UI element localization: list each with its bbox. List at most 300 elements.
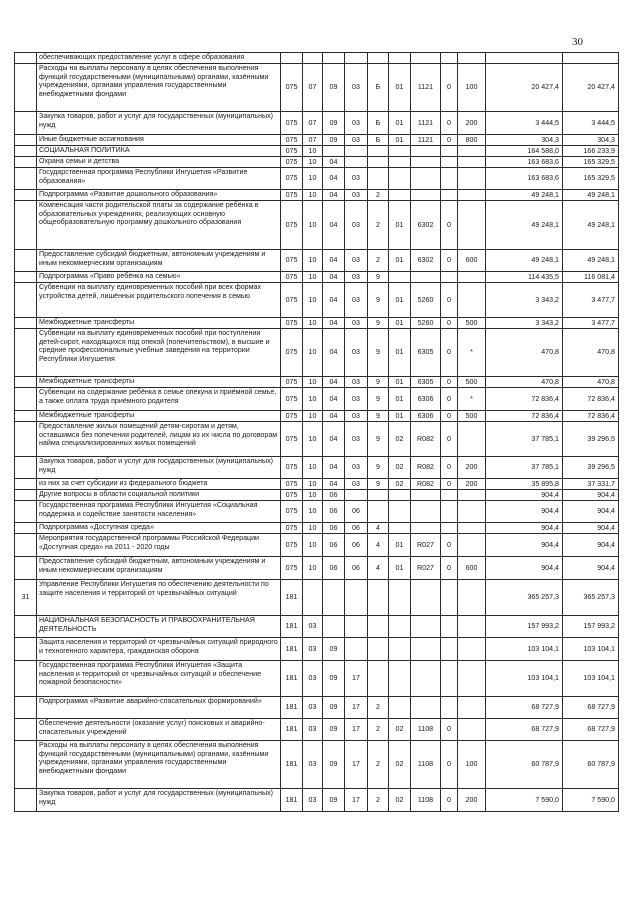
- page-number: 30: [572, 36, 583, 48]
- code-cell: 06: [323, 523, 345, 534]
- amount-cell-year1: 904,4: [486, 490, 563, 501]
- code-cell: 10: [303, 168, 323, 190]
- amount-cell-year2: 49 248,1: [563, 201, 619, 250]
- code-cell: 9: [368, 411, 389, 422]
- code-cell: 075: [281, 112, 303, 135]
- code-cell: [345, 616, 368, 638]
- code-cell: 04: [323, 318, 345, 329]
- code-cell: 9: [368, 318, 389, 329]
- row-number-cell: [15, 534, 37, 557]
- code-cell: 2: [368, 719, 389, 741]
- code-cell: 6306: [411, 411, 441, 422]
- amount-cell-year1: 60 787,9: [486, 741, 563, 789]
- row-number-cell: [15, 329, 37, 377]
- code-cell: 02: [389, 479, 411, 490]
- amount-cell-year2: 49 248,1: [563, 190, 619, 201]
- code-cell: [345, 580, 368, 616]
- code-cell: 01: [389, 388, 411, 411]
- code-cell: [411, 661, 441, 697]
- table-row: [15, 146, 619, 157]
- amount-cell-year2: 3 477,7: [563, 318, 619, 329]
- item-name-cell: Управление Республики Ингушетия по обеспечению деятельности по защите населения и территорий от чрезвычайных ситуаций: [37, 580, 281, 616]
- code-cell: 10: [303, 318, 323, 329]
- table-row: [15, 661, 619, 697]
- code-cell: 03: [303, 661, 323, 697]
- code-cell: [458, 146, 486, 157]
- code-cell: 01: [389, 64, 411, 112]
- code-cell: 0: [441, 250, 458, 272]
- code-cell: 500: [458, 318, 486, 329]
- code-cell: [368, 168, 389, 190]
- row-number-cell: [15, 490, 37, 501]
- item-name-cell: Субвенции на выплату единовременных пособий при всех формах устройства детей, лишённых родительского попечения в семью: [37, 283, 281, 318]
- code-cell: 10: [303, 557, 323, 580]
- code-cell: 01: [389, 318, 411, 329]
- row-number-cell: [15, 422, 37, 457]
- row-number-cell: [15, 283, 37, 318]
- amount-cell-year2: 39 296,5: [563, 457, 619, 479]
- code-cell: 01: [389, 283, 411, 318]
- item-name-cell: Межбюджетные трансферты: [37, 411, 281, 422]
- amount-cell-year1: 37 785,1: [486, 422, 563, 457]
- code-cell: [411, 490, 441, 501]
- table-row: [15, 377, 619, 388]
- table-row: [15, 501, 619, 523]
- code-cell: 181: [281, 719, 303, 741]
- code-cell: 1121: [411, 135, 441, 146]
- code-cell: 04: [323, 157, 345, 168]
- amount-cell-year1: 49 248,1: [486, 201, 563, 250]
- code-cell: [389, 580, 411, 616]
- code-cell: 03: [303, 697, 323, 719]
- code-cell: 600: [458, 557, 486, 580]
- amount-cell-year2: 165 329,5: [563, 157, 619, 168]
- amount-cell-year2: 116 081,4: [563, 272, 619, 283]
- amount-cell-year1: 37 785,1: [486, 457, 563, 479]
- row-number-cell: [15, 557, 37, 580]
- amount-cell-year2: 103 104,1: [563, 661, 619, 697]
- code-cell: 181: [281, 638, 303, 661]
- code-cell: 0: [441, 283, 458, 318]
- code-cell: 0: [441, 422, 458, 457]
- code-cell: [368, 490, 389, 501]
- amount-cell-year2: 470,8: [563, 329, 619, 377]
- code-cell: 01: [389, 135, 411, 146]
- code-cell: 04: [323, 457, 345, 479]
- code-cell: 1121: [411, 64, 441, 112]
- code-cell: R027: [411, 557, 441, 580]
- code-cell: 02: [389, 719, 411, 741]
- code-cell: 10: [303, 201, 323, 250]
- code-cell: [389, 661, 411, 697]
- code-cell: [441, 616, 458, 638]
- code-cell: 09: [323, 719, 345, 741]
- code-cell: [303, 580, 323, 616]
- code-cell: [411, 523, 441, 534]
- amount-cell-year2: 103 104,1: [563, 638, 619, 661]
- code-cell: 075: [281, 534, 303, 557]
- code-cell: 03: [303, 789, 323, 812]
- amount-cell-year2: 470,8: [563, 377, 619, 388]
- amount-cell-year1: 904,4: [486, 557, 563, 580]
- code-cell: [458, 272, 486, 283]
- code-cell: 10: [303, 283, 323, 318]
- code-cell: 200: [458, 789, 486, 812]
- code-cell: Б: [368, 112, 389, 135]
- table-row: [15, 388, 619, 411]
- code-cell: [368, 661, 389, 697]
- code-cell: 10: [303, 523, 323, 534]
- code-cell: 0: [441, 719, 458, 741]
- code-cell: *: [458, 329, 486, 377]
- code-cell: [458, 523, 486, 534]
- code-cell: 02: [389, 789, 411, 812]
- code-cell: 9: [368, 457, 389, 479]
- code-cell: [345, 157, 368, 168]
- amount-cell-year2: 72 836,4: [563, 388, 619, 411]
- amount-cell-year2: 304,3: [563, 135, 619, 146]
- code-cell: 10: [303, 490, 323, 501]
- code-cell: 2: [368, 250, 389, 272]
- code-cell: 03: [345, 479, 368, 490]
- code-cell: 10: [303, 250, 323, 272]
- code-cell: [441, 168, 458, 190]
- item-name-cell: Подпрограмма «Развитие аварийно-спасательных формирований»: [37, 697, 281, 719]
- amount-cell-year1: 3 343,2: [486, 283, 563, 318]
- code-cell: [441, 53, 458, 64]
- item-name-cell: Защита населения и территорий от чрезвычайных ситуаций природного и техногенного характера, гражданская оборона: [37, 638, 281, 661]
- code-cell: R082: [411, 457, 441, 479]
- code-cell: [389, 616, 411, 638]
- code-cell: 01: [389, 112, 411, 135]
- code-cell: [411, 580, 441, 616]
- table-row: [15, 64, 619, 112]
- code-cell: [323, 580, 345, 616]
- code-cell: 03: [345, 135, 368, 146]
- row-number-cell: [15, 377, 37, 388]
- code-cell: 0: [441, 377, 458, 388]
- row-number-cell: [15, 697, 37, 719]
- code-cell: 09: [323, 135, 345, 146]
- code-cell: 10: [303, 534, 323, 557]
- code-cell: 5260: [411, 283, 441, 318]
- code-cell: 10: [303, 388, 323, 411]
- row-number-cell: [15, 201, 37, 250]
- code-cell: 04: [323, 283, 345, 318]
- row-number-cell: [15, 64, 37, 112]
- code-cell: 03: [345, 377, 368, 388]
- code-cell: Б: [368, 64, 389, 112]
- row-number-cell: [15, 616, 37, 638]
- code-cell: [368, 53, 389, 64]
- code-cell: 181: [281, 661, 303, 697]
- table-row: [15, 283, 619, 318]
- code-cell: 6306: [411, 388, 441, 411]
- code-cell: [323, 53, 345, 64]
- code-cell: [458, 490, 486, 501]
- code-cell: 0: [441, 318, 458, 329]
- code-cell: 17: [345, 697, 368, 719]
- code-cell: 03: [345, 411, 368, 422]
- row-number-cell: [15, 457, 37, 479]
- code-cell: 04: [323, 190, 345, 201]
- code-cell: 2: [368, 201, 389, 250]
- code-cell: 10: [303, 422, 323, 457]
- code-cell: [389, 697, 411, 719]
- code-cell: [411, 638, 441, 661]
- amount-cell-year2: 365 257,3: [563, 580, 619, 616]
- code-cell: [368, 157, 389, 168]
- table-row: [15, 741, 619, 789]
- code-cell: 03: [345, 388, 368, 411]
- code-cell: [411, 616, 441, 638]
- row-number-cell: [15, 157, 37, 168]
- amount-cell-year1: 68 727,9: [486, 697, 563, 719]
- code-cell: 0: [441, 479, 458, 490]
- code-cell: [458, 697, 486, 719]
- amount-cell-year1: 7 590,0: [486, 789, 563, 812]
- code-cell: 200: [458, 457, 486, 479]
- amount-cell-year2: 904,4: [563, 523, 619, 534]
- amount-cell-year2: 49 248,1: [563, 250, 619, 272]
- row-number-cell: [15, 388, 37, 411]
- amount-cell-year1: 163 683,6: [486, 168, 563, 190]
- code-cell: [441, 157, 458, 168]
- code-cell: 0: [441, 112, 458, 135]
- code-cell: [389, 53, 411, 64]
- table-row: [15, 697, 619, 719]
- code-cell: 500: [458, 411, 486, 422]
- code-cell: 02: [389, 422, 411, 457]
- table-row: [15, 719, 619, 741]
- code-cell: 04: [323, 479, 345, 490]
- code-cell: [389, 523, 411, 534]
- table-row: [15, 135, 619, 146]
- code-cell: 04: [323, 201, 345, 250]
- code-cell: [345, 638, 368, 661]
- code-cell: 10: [303, 377, 323, 388]
- code-cell: 03: [303, 741, 323, 789]
- amount-cell-year2: 68 727,9: [563, 697, 619, 719]
- table-row: [15, 272, 619, 283]
- amount-cell-year1: 904,4: [486, 523, 563, 534]
- code-cell: 075: [281, 479, 303, 490]
- code-cell: 4: [368, 557, 389, 580]
- code-cell: 075: [281, 250, 303, 272]
- amount-cell-year1: 49 248,1: [486, 250, 563, 272]
- code-cell: 1108: [411, 741, 441, 789]
- code-cell: 06: [345, 534, 368, 557]
- amount-cell-year1: 164 588,0: [486, 146, 563, 157]
- row-number-cell: [15, 479, 37, 490]
- code-cell: 10: [303, 157, 323, 168]
- row-number-cell: [15, 318, 37, 329]
- code-cell: 03: [345, 168, 368, 190]
- code-cell: [458, 661, 486, 697]
- code-cell: 10: [303, 457, 323, 479]
- item-name-cell: обеспечивающих предоставление услуг в сфере образования: [37, 53, 281, 64]
- amount-cell-year1: 103 104,1: [486, 661, 563, 697]
- code-cell: 9: [368, 283, 389, 318]
- code-cell: 075: [281, 64, 303, 112]
- amount-cell-year2: 20 427,4: [563, 64, 619, 112]
- code-cell: [389, 168, 411, 190]
- item-name-cell: Подпрограмма «Право ребёнка на семью»: [37, 272, 281, 283]
- code-cell: 06: [323, 557, 345, 580]
- code-cell: [441, 697, 458, 719]
- table-row: [15, 318, 619, 329]
- amount-cell-year1: 20 427,4: [486, 64, 563, 112]
- code-cell: 09: [323, 741, 345, 789]
- amount-cell-year1: 904,4: [486, 501, 563, 523]
- code-cell: 100: [458, 64, 486, 112]
- code-cell: 06: [323, 534, 345, 557]
- code-cell: 01: [389, 201, 411, 250]
- amount-cell-year2: 166 233,9: [563, 146, 619, 157]
- row-number-cell: [15, 411, 37, 422]
- amount-cell-year1: 470,8: [486, 377, 563, 388]
- code-cell: 2: [368, 697, 389, 719]
- code-cell: 6302: [411, 250, 441, 272]
- amount-cell-year2: 3 444,5: [563, 112, 619, 135]
- code-cell: 0: [441, 64, 458, 112]
- code-cell: 9: [368, 329, 389, 377]
- code-cell: [411, 697, 441, 719]
- code-cell: 181: [281, 616, 303, 638]
- code-cell: [389, 501, 411, 523]
- code-cell: 181: [281, 697, 303, 719]
- code-cell: 075: [281, 329, 303, 377]
- code-cell: [441, 272, 458, 283]
- code-cell: [411, 53, 441, 64]
- code-cell: 17: [345, 741, 368, 789]
- item-name-cell: Компенсация части родительской платы за содержание ребёнка в образовательных учреждениях, реализующих основную общеобразовательную программу дошкольного образования: [37, 201, 281, 250]
- code-cell: 0: [441, 457, 458, 479]
- item-name-cell: Закупка товаров, работ и услуг для государственных (муниципальных) нужд: [37, 789, 281, 812]
- amount-cell-year1: 103 104,1: [486, 638, 563, 661]
- amount-cell-year1: 114 435,5: [486, 272, 563, 283]
- code-cell: [411, 190, 441, 201]
- code-cell: 181: [281, 580, 303, 616]
- table-row: [15, 422, 619, 457]
- table-row: [15, 53, 619, 64]
- amount-cell-year2: 904,4: [563, 501, 619, 523]
- code-cell: [458, 201, 486, 250]
- code-cell: 0: [441, 201, 458, 250]
- table-row: [15, 490, 619, 501]
- code-cell: 075: [281, 523, 303, 534]
- amount-cell-year1: 470,8: [486, 329, 563, 377]
- code-cell: 09: [323, 64, 345, 112]
- code-cell: 03: [345, 201, 368, 250]
- code-cell: 04: [323, 329, 345, 377]
- code-cell: 01: [389, 250, 411, 272]
- code-cell: 01: [389, 557, 411, 580]
- code-cell: 075: [281, 501, 303, 523]
- code-cell: 100: [458, 741, 486, 789]
- code-cell: 075: [281, 157, 303, 168]
- table-row: [15, 523, 619, 534]
- code-cell: 04: [323, 168, 345, 190]
- code-cell: 03: [345, 329, 368, 377]
- row-number-cell: [15, 190, 37, 201]
- row-number-cell: [15, 719, 37, 741]
- code-cell: 0: [441, 789, 458, 812]
- code-cell: [458, 580, 486, 616]
- item-name-cell: Государственная программа Республики Ингушетия «Развитие образования»: [37, 168, 281, 190]
- code-cell: 200: [458, 112, 486, 135]
- table-row: [15, 638, 619, 661]
- item-name-cell: Межбюджетные трансферты: [37, 318, 281, 329]
- code-cell: [389, 272, 411, 283]
- budget-table: [14, 52, 619, 812]
- code-cell: 09: [323, 661, 345, 697]
- code-cell: 09: [323, 112, 345, 135]
- code-cell: 04: [323, 422, 345, 457]
- amount-cell-year1: 72 836,4: [486, 388, 563, 411]
- code-cell: 075: [281, 168, 303, 190]
- item-name-cell: Субвенции на содержание ребёнка в семье опекуна и приёмной семье, а также оплата труда приёмного родителя: [37, 388, 281, 411]
- code-cell: [368, 616, 389, 638]
- code-cell: 04: [323, 377, 345, 388]
- amount-cell-year2: 68 727,9: [563, 719, 619, 741]
- item-name-cell: Иные бюджетные ассигнования: [37, 135, 281, 146]
- code-cell: 02: [389, 457, 411, 479]
- code-cell: [458, 616, 486, 638]
- amount-cell-year2: 72 836,4: [563, 411, 619, 422]
- code-cell: [345, 490, 368, 501]
- code-cell: 075: [281, 422, 303, 457]
- code-cell: 10: [303, 479, 323, 490]
- code-cell: 075: [281, 201, 303, 250]
- code-cell: 9: [368, 272, 389, 283]
- code-cell: 03: [345, 272, 368, 283]
- row-number-cell: [15, 250, 37, 272]
- code-cell: 10: [303, 272, 323, 283]
- code-cell: [441, 661, 458, 697]
- amount-cell-year2: [563, 53, 619, 64]
- row-number-cell: 31: [15, 580, 37, 616]
- code-cell: [441, 146, 458, 157]
- code-cell: [368, 638, 389, 661]
- code-cell: 2: [368, 190, 389, 201]
- item-name-cell: Межбюджетные трансферты: [37, 377, 281, 388]
- amount-cell-year1: 35 895,8: [486, 479, 563, 490]
- amount-cell-year1: [486, 53, 563, 64]
- code-cell: 0: [441, 329, 458, 377]
- code-cell: 17: [345, 719, 368, 741]
- item-name-cell: Предоставление субсидий бюджетным, автономным учреждениям и иным некоммерческим организациям: [37, 250, 281, 272]
- code-cell: 17: [345, 789, 368, 812]
- code-cell: [411, 146, 441, 157]
- code-cell: Б: [368, 135, 389, 146]
- row-number-cell: [15, 135, 37, 146]
- item-name-cell: Государственная программа Республики Ингушетия «Социальная поддержка и содействие занятости населения»: [37, 501, 281, 523]
- code-cell: 03: [345, 112, 368, 135]
- code-cell: 10: [303, 190, 323, 201]
- item-name-cell: Государственная программа Республики Ингушетия «Защита населения и территорий от чрезвычайных ситуаций и обеспечение пожарной безопасности»: [37, 661, 281, 697]
- code-cell: 9: [368, 422, 389, 457]
- code-cell: 06: [345, 523, 368, 534]
- amount-cell-year1: 3 444,5: [486, 112, 563, 135]
- row-number-cell: [15, 146, 37, 157]
- code-cell: 0: [441, 741, 458, 789]
- code-cell: 0: [441, 388, 458, 411]
- code-cell: 6305: [411, 377, 441, 388]
- amount-cell-year1: 904,4: [486, 534, 563, 557]
- code-cell: 07: [303, 112, 323, 135]
- code-cell: [389, 190, 411, 201]
